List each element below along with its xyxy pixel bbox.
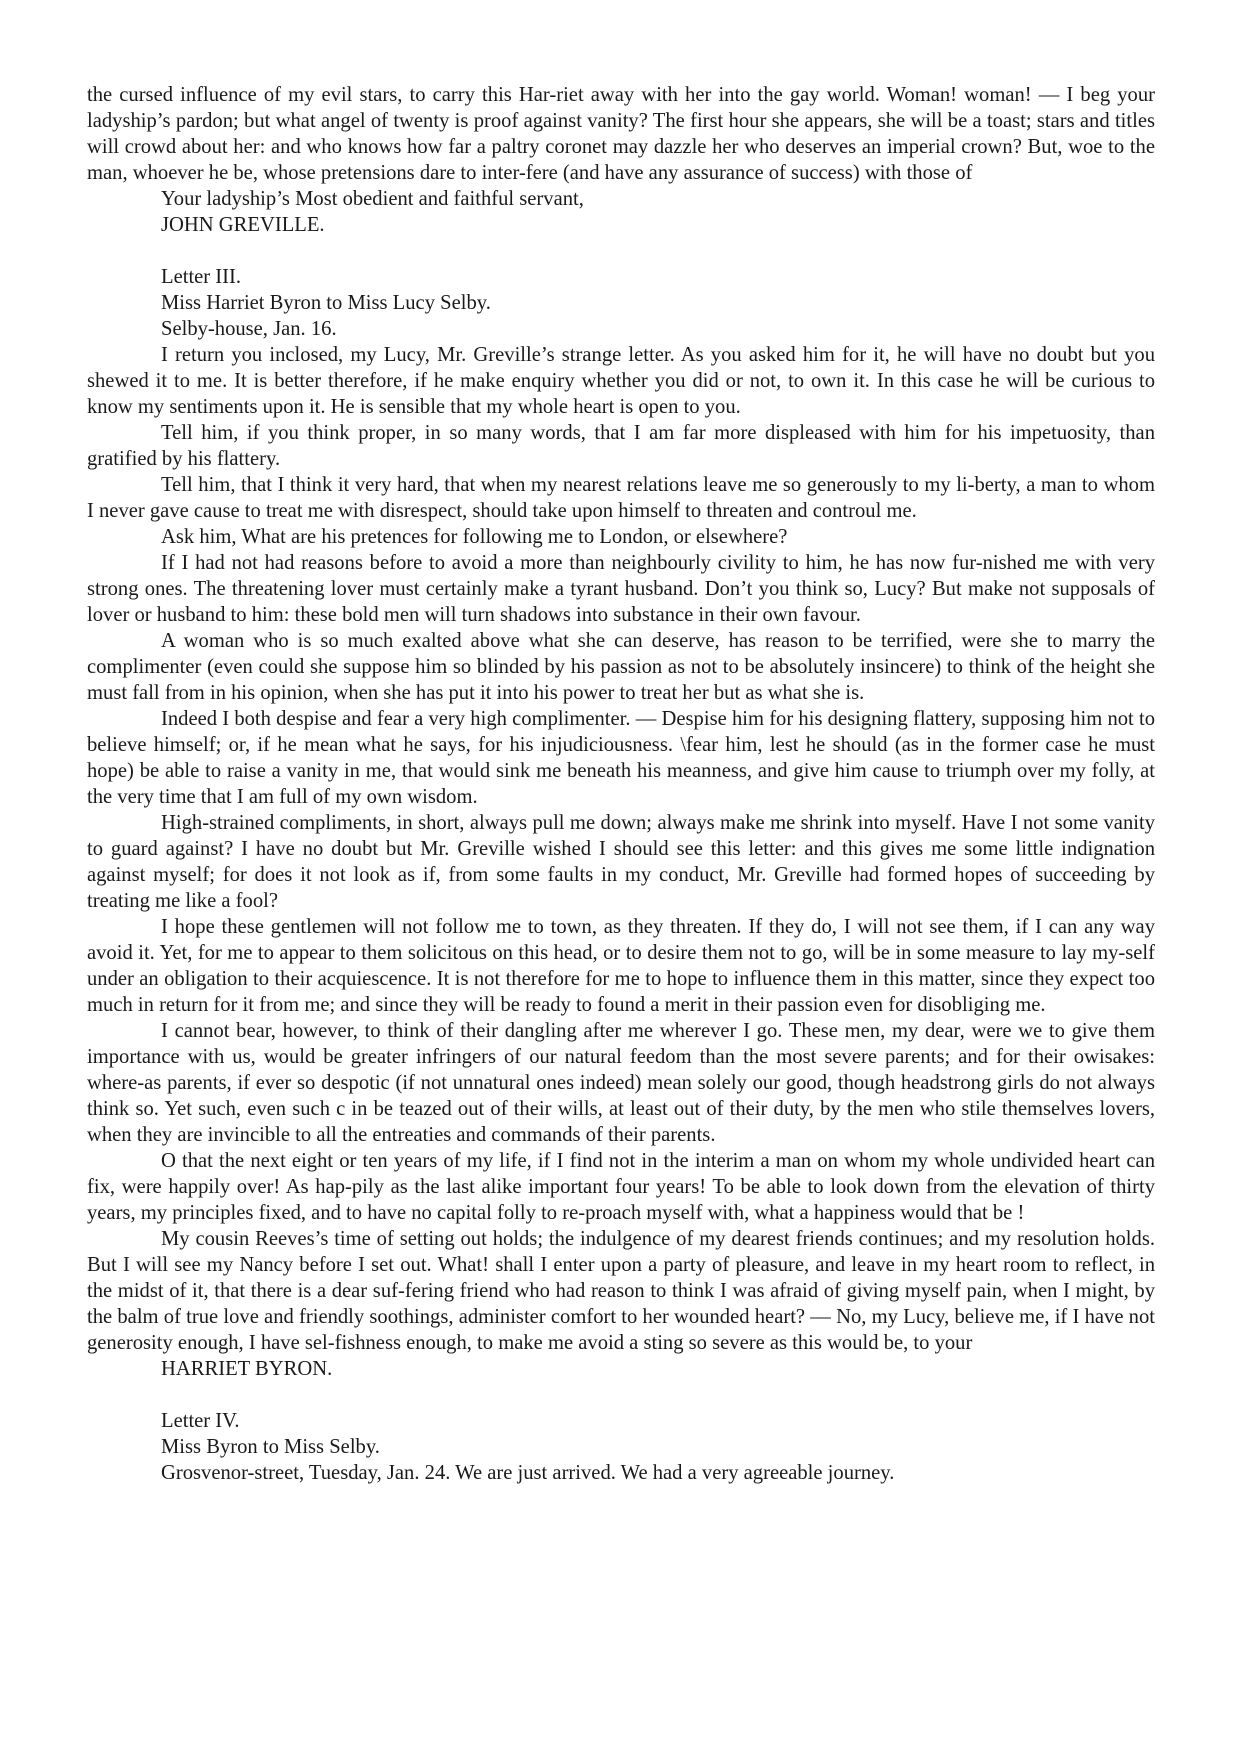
section-spacer [87,238,1155,264]
letter-paragraph: Tell him, if you think proper, in so many words, that I am far more displeased with him for his impetuosity, than gratified by his flattery. [87,422,1155,470]
letter-signature: HARRIET BYRON. [161,1358,333,1380]
letter-paragraph: I hope these gentlemen will not follow me to town, as they threaten. If they do, I will not see them, if I can any way avoid it. Yet, for me to appear to them solicitous on this head, or to desire them not to go, will be in some measure to lay my-self under an obligation to their acquiescence. It is not therefore for me to hope to influence them in this matter, since they expect too much in return for it from me; and since they will be ready to found a merit in their passion even for disobliging me. [87,916,1155,1016]
letter-addressee: Miss Harriet Byron to Miss Lucy Selby. [161,292,491,314]
letter-paragraph: If I had not had reasons before to avoid a more than neighbourly civility to him, he has now fur-nished me with very strong ones. The threatening lover must certainly make a tyrant husband. Don’t you think so, Lucy? But make not supposals of lover or husband to him: these bold men will turn shadows into substance in their own favour. [87,552,1155,626]
letter-title: Letter III. [161,266,242,288]
letter-paragraph: Indeed I both despise and fear a very high complimenter. — Despise him for his designing flattery, supposing him not to believe himself; or, if he mean what he says, for his injudiciousness. \fear him, lest he should (as in the former case he must hope) be able to raise a vanity in me, that would sink me beneath his meanness, and give him cause to triumph over my folly, at the very time that I am full of my own wisdom. [87,708,1155,808]
letter-paragraph: I cannot bear, however, to think of their dangling after me wherever I go. These men, my dear, were we to give them importance with us, would be greater infringers of our natural feedom than the most severe parents; and for their owisakes: where-as parents, if ever so despotic (if not unnatural ones indeed) mean solely our good, though headstrong girls do not always think so. Yet such, even such c in be teazed out of their wills, at least out of their duty, by the men who stile themselves lovers, when they are invincible to all the entreaties and commands of their parents. [87,1020,1155,1146]
letter-paragraph: My cousin Reeves’s time of setting out holds; the indulgence of my dearest friends continues; and my resolution holds. But I will see my Nancy before I set out. What! shall I enter upon a party of pleasure, and leave in my heart room to reflect, in the midst of it, that there is a dear suf-fering friend who had reason to think I was afraid of giving myself pain, when I might, by the balm of true love and friendly soothings, administer comfort to her wounded heart? — No, my Lucy, believe me, if I have not generosity enough, I have sel-fishness enough, to make me avoid a sting so severe as this would be, to your [87,1228,1155,1354]
letter-paragraph: Ask him, What are his pretences for following me to London, or elsewhere? [161,526,788,548]
letter-opening: Grosvenor-street, Tuesday, Jan. 24. We are just arrived. We had a very agreeable journey. [161,1462,895,1484]
letter-closing: Your ladyship’s Most obedient and faithful servant, [161,188,584,210]
section-spacer [87,1382,1155,1408]
letter-title: Letter IV. [161,1410,240,1432]
letter-paragraph: Tell him, that I think it very hard, that when my nearest relations leave me so generously to my li-berty, a man to whom I never gave cause to treat me with disrespect, should take upon himself to threaten and controul me. [87,474,1155,522]
letter-addressee: Miss Byron to Miss Selby. [161,1436,380,1458]
continuation-paragraph: the cursed influence of my evil stars, to carry this Har-riet away with her into the gay world. Woman! woman! — I beg your ladyship’s pardon; but what angel of twenty is proof against vanity? The first hour she appears, she will be a toast; stars and titles will crowd about her: and who knows how far a paltry coronet may dazzle her who deserves an imperial crown? But, woe to the man, whoever he be, whose pretensions dare to inter-fere (and have any assurance of success) with those of [87,84,1155,184]
letter-place-date: Selby-house, Jan. 16. [161,318,337,340]
letter-paragraph: High-strained compliments, in short, always pull me down; always make me shrink into myself. Have I not some vanity to guard against? I have no doubt but Mr. Greville wished I should see this letter: and this gives me some little indignation against myself; for does it not look as if, from some faults in my conduct, Mr. Greville had formed hopes of succeeding by treating me like a fool? [87,812,1155,912]
letter-paragraph: A woman who is so much exalted above what she can deserve, has reason to be terrified, were she to marry the complimenter (even could she suppose him so blinded by his passion as not to be absolutely insincere) to think of the height she must fall from in his opinion, when she has put it into his power to treat her but as what she is. [87,630,1155,704]
letter-paragraph: O that the next eight or ten years of my life, if I find not in the interim a man on whom my whole undivided heart can fix, were happily over! As hap-pily as the last alike important four years! To be able to look down from the elevation of thirty years, my principles fixed, and to have no capital folly to re-proach myself with, what a happiness would that be ! [87,1150,1155,1224]
letter-signature: JOHN GREVILLE. [161,214,325,236]
letter-paragraph: I return you inclosed, my Lucy, Mr. Greville’s strange letter. As you asked him for it, he will have no doubt but you shewed it to me. It is better therefore, if he make enquiry whether you did or not, to own it. In this case he will be curious to know my sentiments upon it. He is sensible that my whole heart is open to you. [87,344,1155,418]
